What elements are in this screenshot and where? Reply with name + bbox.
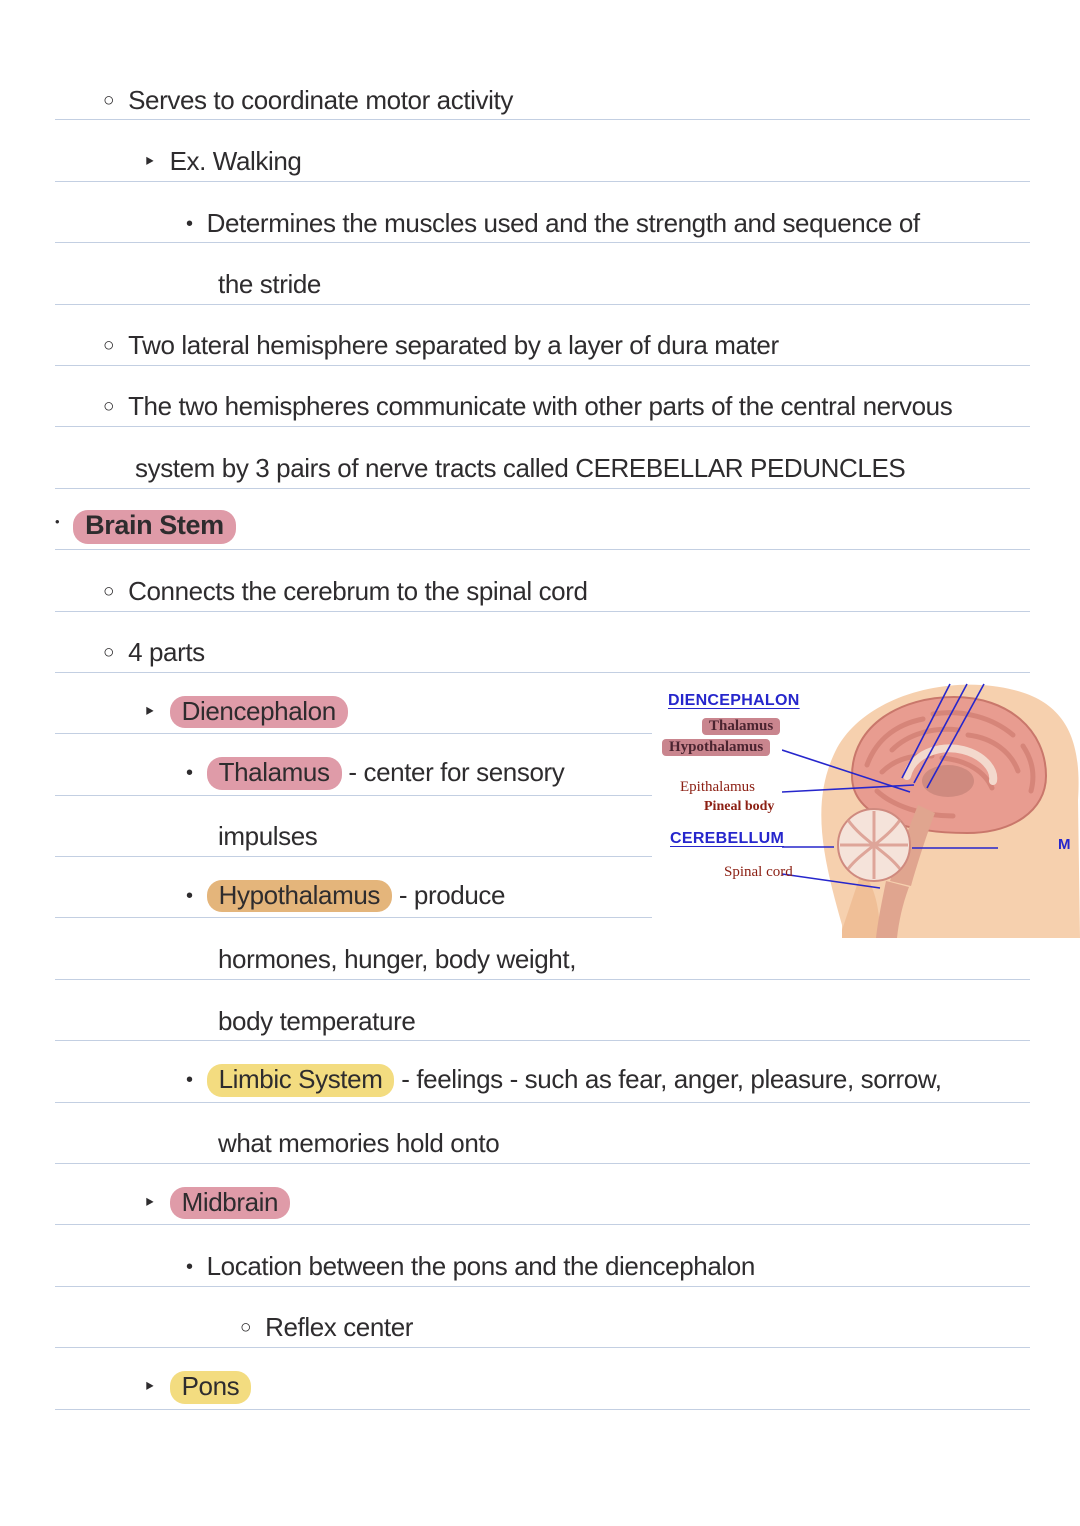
brain-illustration-icon bbox=[782, 680, 1080, 938]
highlighted-term: Pons bbox=[170, 1371, 252, 1404]
circle-bullet-icon: ○ bbox=[240, 1317, 252, 1339]
note-line bbox=[55, 1103, 1030, 1164]
note-text: impulses bbox=[218, 821, 318, 852]
note-line bbox=[55, 366, 1030, 427]
diagram-label-cerebellum: CEREBELLUM bbox=[670, 830, 785, 847]
triangle-bullet-icon: ‣ bbox=[143, 698, 156, 724]
note-line bbox=[55, 305, 1030, 366]
diagram-label-thalamus: Thalamus bbox=[702, 718, 780, 735]
note-line bbox=[55, 243, 1030, 304]
note-line bbox=[55, 427, 1030, 488]
note-line bbox=[55, 120, 1030, 181]
dot-bullet-icon: • bbox=[186, 212, 193, 235]
diagram-label-cut-off: M bbox=[1058, 836, 1071, 853]
note-line bbox=[55, 1041, 1030, 1102]
note-text: Location between the pons and the diencephalon bbox=[206, 1251, 755, 1282]
note-text: The two hemispheres communicate with other parts of the central nervous bbox=[128, 391, 953, 422]
highlighted-term: Midbrain bbox=[170, 1187, 291, 1220]
diagram-label-spinal-cord: Spinal cord bbox=[724, 864, 793, 880]
highlighted-term: Brain Stem bbox=[73, 510, 236, 544]
triangle-bullet-icon: ‣ bbox=[143, 149, 156, 175]
note-text: - center for sensory bbox=[341, 757, 565, 788]
note-text: Reflex center bbox=[265, 1312, 414, 1343]
diagram-label-diencephalon: DIENCEPHALON bbox=[668, 692, 800, 709]
note-text: Serves to coordinate motor activity bbox=[128, 84, 513, 115]
circle-bullet-icon: ○ bbox=[103, 89, 115, 111]
highlighted-term: Limbic System bbox=[207, 1064, 395, 1097]
note-text: Ex. Walking bbox=[169, 146, 302, 177]
note-line bbox=[55, 1225, 1030, 1286]
circle-bullet-icon: ○ bbox=[103, 642, 115, 664]
note-line bbox=[55, 182, 1030, 243]
circle-bullet-icon: ○ bbox=[103, 335, 115, 357]
highlighted-term: Diencephalon bbox=[170, 696, 348, 729]
dot-bullet-icon: • bbox=[186, 1069, 193, 1092]
note-line bbox=[55, 1348, 1030, 1409]
note-text: - produce bbox=[392, 879, 506, 910]
diagram-label-hypothalamus: Hypothalamus bbox=[662, 739, 770, 756]
note-text: Determines the muscles used and the strength and sequence of bbox=[206, 207, 920, 238]
circle-bullet-icon: ○ bbox=[103, 396, 115, 418]
note-text: what memories hold onto bbox=[218, 1128, 500, 1159]
note-text: - feelings - such as fear, anger, pleasure, sorrow, bbox=[394, 1064, 942, 1095]
note-line bbox=[55, 1287, 1030, 1348]
note-text: Connects the cerebrum to the spinal cord bbox=[128, 575, 588, 606]
note-text: system by 3 pairs of nerve tracts called CEREBELLAR PEDUNCLES bbox=[135, 453, 906, 484]
note-line bbox=[55, 550, 1030, 611]
brain-diagram bbox=[652, 680, 1080, 938]
triangle-bullet-icon: ‣ bbox=[143, 1189, 156, 1215]
note-line bbox=[55, 612, 1030, 673]
diagram-label-pineal-body: Pineal body bbox=[704, 799, 775, 814]
highlighted-term: Thalamus bbox=[207, 757, 342, 790]
dot-bullet-icon: • bbox=[186, 884, 193, 907]
note-text: body temperature bbox=[218, 1005, 416, 1036]
note-line bbox=[55, 980, 1030, 1041]
dot-bullet-icon: • bbox=[186, 1256, 193, 1279]
note-line bbox=[55, 59, 1030, 120]
note-text: 4 parts bbox=[128, 637, 205, 668]
triangle-bullet-icon: ‣ bbox=[143, 1374, 156, 1399]
note-text: the stride bbox=[218, 268, 321, 299]
diagram-label-epithalamus: Epithalamus bbox=[680, 779, 755, 795]
note-text: hormones, hunger, body weight, bbox=[218, 944, 577, 975]
dot-bullet-icon: • bbox=[186, 762, 193, 785]
note-line bbox=[55, 489, 1030, 550]
circle-bullet-icon: ○ bbox=[103, 580, 115, 602]
note-line bbox=[55, 1164, 1030, 1225]
dot-bullet-icon: • bbox=[55, 514, 60, 530]
note-text: Two lateral hemisphere separated by a layer of dura mater bbox=[128, 330, 779, 361]
highlighted-term: Hypothalamus bbox=[207, 880, 392, 913]
